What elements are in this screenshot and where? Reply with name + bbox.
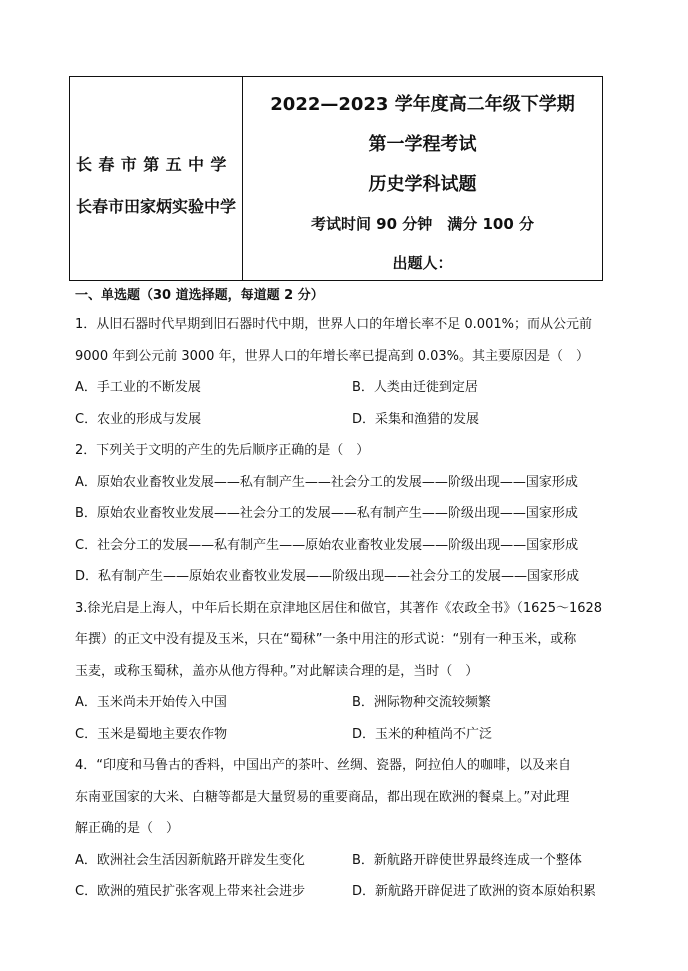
options-grid xyxy=(75,845,615,908)
options-grid xyxy=(75,687,615,750)
option-a: A．欧洲社会生活因新航路开辟发生变化 xyxy=(75,852,305,868)
option-b: B．洲际物种交流较频繁 xyxy=(352,695,491,710)
question-4 xyxy=(75,750,615,908)
question-2 xyxy=(75,435,615,593)
option-c: C．玉米是蜀地主要农作物 xyxy=(75,726,228,742)
option-d: D．玉米的种植尚不广泛 xyxy=(352,726,493,742)
option-a: A．手工业的不断发展 xyxy=(75,380,201,395)
question-stem-line: 解正确的是（ ） xyxy=(75,821,180,836)
option-b: B．原始农业畜牧业发展——社会分工的发展——私有制产生——阶级出现——国家形成 xyxy=(75,506,578,521)
question-stem-line: 2．下列关于文明的产生的先后顺序正确的是（ ） xyxy=(75,443,370,458)
option-c: C．欧洲的殖民扩张客观上带来社会进步 xyxy=(75,884,306,899)
option-d: D．采集和渔猎的发展 xyxy=(352,411,480,427)
question-content xyxy=(75,283,615,908)
school-cell xyxy=(70,77,243,280)
exam-title-line-3: 历史学科试题 xyxy=(368,174,477,195)
question-stem-line: 4．“印度和马鲁古的香料，中国出产的茶叶、丝绸、瓷器，阿拉伯人的咖啡，以及来自 xyxy=(75,758,572,773)
question-stem-line: 1．从旧石器时代早期到旧石器时代中期，世界人口的年增长率不足 0.001%；而从公元前 xyxy=(75,317,592,332)
question-stem-line: 年撰）的正文中没有提及玉米，只在“蜀秫”一条中用注的形式说：“别有一种玉米，或称 xyxy=(75,632,577,647)
option-c: C．农业的形成与发展 xyxy=(75,411,202,427)
exam-header-table xyxy=(69,76,603,281)
school-name-2: 长春市田家炳实验中学 xyxy=(76,196,237,216)
exam-author: 出题人： xyxy=(392,254,453,272)
options-grid xyxy=(75,372,615,435)
option-d: D．私有制产生——原始农业畜牧业发展——阶级出现——社会分工的发展——国家形成 xyxy=(75,569,580,584)
school-name-1: 长春市第五中学 xyxy=(76,154,233,174)
exam-title-line-2: 第一学程考试 xyxy=(368,134,477,155)
option-b: B．人类由迁徙到定居 xyxy=(352,380,478,395)
option-d: D．新航路开辟促进了欧洲的资本原始积累 xyxy=(352,884,597,899)
question-1 xyxy=(75,309,615,435)
section-title: 一、单选题（30 道选择题，每道题 2 分） xyxy=(75,288,324,303)
question-stem-line: 9000 年到公元前 3000 年，世界人口的年增长率已提高到 0.03%。其主要原因是（ ） xyxy=(75,348,589,364)
question-stem-line: 东南亚国家的大米、白糖等都是大量贸易的重要商品，都出现在欧洲的餐桌上。”对此理 xyxy=(75,789,570,805)
option-c: C．社会分工的发展——私有制产生——原始农业畜牧业发展——阶级出现——国家形成 xyxy=(75,537,579,553)
option-a: A．玉米尚未开始传入中国 xyxy=(75,695,227,710)
exam-title-line-1: 2022—2023 学年度高二年级下学期 xyxy=(270,94,575,115)
option-a: A．原始农业畜牧业发展——私有制产生——社会分工的发展——阶级出现——国家形成 xyxy=(75,474,578,490)
question-3 xyxy=(75,593,615,751)
question-stem-line: 玉麦，或称玉蜀秫，盖亦从他方得种。”对此解读合理的是，当时（ ） xyxy=(75,663,479,679)
exam-time-score: 考试时间 90 分钟 满分 100 分 xyxy=(310,215,535,233)
option-b: B．新航路开辟使世界最终连成一个整体 xyxy=(352,852,582,868)
question-stem-line: 3.徐光启是上海人，中年后长期在京津地区居住和做官，其著作《农政全书》（1625～1628 xyxy=(75,600,603,616)
exam-info-cell xyxy=(243,77,602,280)
